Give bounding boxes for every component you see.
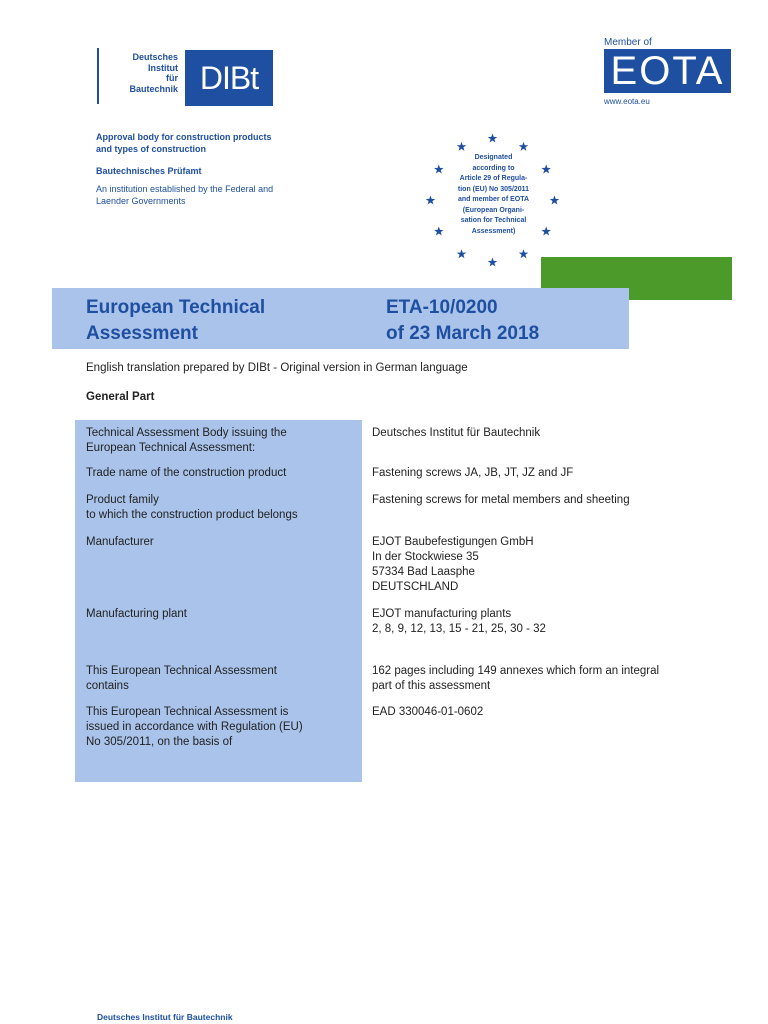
- star-icon: [434, 165, 444, 174]
- row-value-manufacturer: EJOT Baubefestigungen GmbH In der Stockwiese 35 57334 Bad Laasphe DEUTSCHLAND: [372, 536, 534, 593]
- row-label-assessment-body: Technical Assessment Body issuing the European Technical Assessment:: [86, 427, 287, 454]
- eota-logo-text: EOTA: [610, 49, 725, 93]
- star-icon: [426, 196, 436, 205]
- pruefamt-text: Bautechnisches Prüfamt: [96, 166, 202, 176]
- star-icon: [488, 134, 498, 143]
- dibt-logo-words: [108, 52, 178, 94]
- dibt-word: Institut: [148, 62, 178, 73]
- star-icon: [541, 165, 551, 174]
- star-icon: [550, 196, 560, 205]
- row-value-product-family: Fastening screws for metal members and sheeting: [372, 494, 630, 506]
- dibt-logo-bar: [97, 48, 99, 104]
- footer-institution: Deutsches Institut für Bautechnik: [97, 1012, 233, 1022]
- eta-number-date: ETA-10/0200 of 23 March 2018: [386, 297, 540, 344]
- eota-logo: [604, 49, 731, 93]
- row-value-contains: 162 pages including 149 annexes which form an integral part of this assessment: [372, 665, 660, 692]
- star-icon: [541, 227, 551, 236]
- dibt-logo-mark: DIBt: [185, 50, 273, 106]
- row-label-manufacturing-plant: Manufacturing plant: [86, 608, 188, 620]
- star-icon: [519, 249, 529, 258]
- star-icon: [457, 142, 467, 151]
- star-icon: [457, 249, 467, 258]
- row-label-basis: This European Technical Assessment is issued in accordance with Regulation (EU) No 305/2011, on the basis of: [86, 706, 303, 748]
- row-value-basis: EAD 330046-01-0602: [372, 706, 484, 718]
- row-value-trade-name: Fastening screws JA, JB, JT, JZ and JF: [372, 467, 574, 479]
- star-icon: [488, 258, 498, 267]
- row-label-product-family: Product family to which the construction product belongs: [86, 494, 298, 521]
- row-value-assessment-body: Deutsches Institut für Bautechnik: [372, 427, 541, 439]
- eota-url: www.eota.eu: [604, 97, 650, 106]
- designation-text: Designated according to Article 29 of Regula- tion (EU) No 305/2011 and member of EOTA (European Organi- sation for Technical Assessment): [457, 154, 530, 235]
- approval-body-text: Approval body for construction products and types of construction: [96, 132, 272, 154]
- row-label-trade-name: Trade name of the construction product: [86, 467, 287, 479]
- row-label-manufacturer: Manufacturer: [86, 536, 154, 548]
- document-title: European Technical Assessment: [86, 297, 266, 344]
- row-value-manufacturing-plant: EJOT manufacturing plants 2, 8, 9, 12, 13, 15 - 21, 25, 30 - 32: [372, 608, 546, 635]
- star-icon: [519, 142, 529, 151]
- row-label-contains: This European Technical Assessment contains: [86, 665, 277, 692]
- dibt-word: für: [166, 73, 178, 83]
- star-icon: [434, 227, 444, 236]
- eota-member-of: Member of: [604, 37, 652, 48]
- institution-text: An institution established by the Federal and Laender Governments: [96, 184, 274, 206]
- dibt-word: Bautechnik: [129, 83, 178, 94]
- translation-note: English translation prepared by DIBt - Original version in German language: [86, 362, 468, 374]
- section-heading: General Part: [86, 391, 155, 403]
- dibt-word: Deutsches: [132, 52, 178, 62]
